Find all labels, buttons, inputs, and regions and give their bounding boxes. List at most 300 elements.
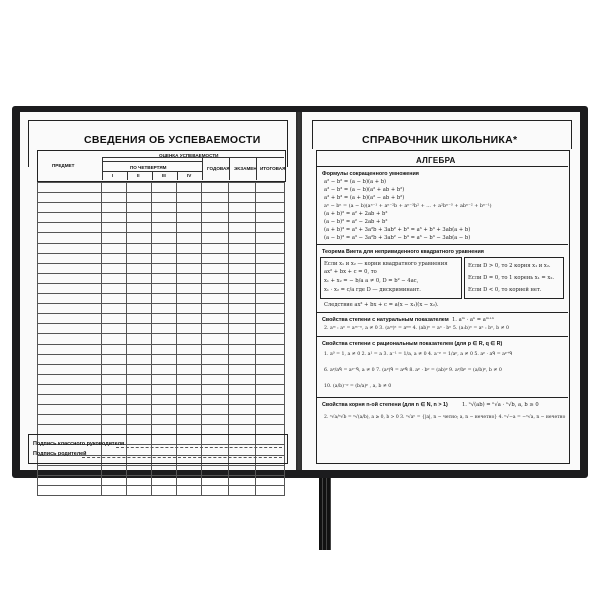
grade-cell[interactable] (151, 213, 176, 223)
grade-cell[interactable] (151, 294, 176, 304)
grade-cell[interactable] (38, 253, 102, 263)
formula-line: 2. aᵐ : aⁿ = aᵐ⁻ⁿ, a ≠ 0 3. (aᵐ)ⁿ = aᵐⁿ 4. (ab)ⁿ = aⁿ · bⁿ 5. (a:b)ⁿ = aⁿ : bⁿ, b ≠ 0 (324, 326, 510, 331)
grade-cell[interactable] (126, 304, 151, 314)
grade-cell[interactable] (228, 283, 255, 293)
grade-cell[interactable] (101, 354, 126, 364)
grade-cell[interactable] (101, 294, 126, 304)
grade-cell[interactable] (151, 475, 176, 485)
grade-cell[interactable] (38, 203, 102, 213)
grade-cell[interactable] (101, 213, 126, 223)
table-row[interactable] (38, 183, 285, 193)
grade-cell[interactable] (228, 374, 255, 384)
grade-cell[interactable] (151, 273, 176, 283)
grade-cell[interactable] (228, 273, 255, 283)
grade-cell[interactable] (228, 193, 255, 203)
grade-cell[interactable] (176, 223, 201, 233)
right-page-reference (302, 112, 580, 470)
grade-cell[interactable] (255, 253, 284, 263)
discriminant-line: Если D = 0, то 1 корень x₁ = x₂. (468, 275, 555, 281)
grade-cell[interactable] (126, 384, 151, 394)
grade-cell[interactable] (255, 294, 284, 304)
grade-cell[interactable] (101, 334, 126, 344)
grade-cell[interactable] (126, 243, 151, 253)
grade-cell[interactable] (126, 314, 151, 324)
grade-cell[interactable] (151, 233, 176, 243)
grade-cell[interactable] (176, 324, 201, 334)
formula-line: (a − b)² = a² − 2ab + b² (324, 219, 388, 225)
grade-cell[interactable] (126, 233, 151, 243)
vieta-line: Если x₁ и x₂ — корни квадратного уравнения (324, 261, 448, 267)
grade-cell[interactable] (255, 405, 284, 415)
grade-cell[interactable] (38, 273, 102, 283)
algebra-heading: АЛГЕБРА (416, 156, 456, 165)
grade-cell[interactable] (151, 465, 176, 475)
grade-cell[interactable] (201, 354, 228, 364)
grade-cell[interactable] (228, 364, 255, 374)
grade-cell[interactable] (228, 334, 255, 344)
grade-cell[interactable] (38, 485, 102, 495)
grade-cell[interactable] (126, 253, 151, 263)
grade-cell[interactable] (151, 263, 176, 273)
signature-frame (28, 434, 288, 464)
grade-cell[interactable] (201, 394, 228, 404)
grade-cell[interactable] (38, 344, 102, 354)
grade-cell[interactable] (201, 273, 228, 283)
header-divider (102, 157, 103, 180)
grade-cell[interactable] (126, 213, 151, 223)
grade-cell[interactable] (38, 233, 102, 243)
grade-cell[interactable] (38, 223, 102, 233)
grade-cell[interactable] (255, 273, 284, 283)
formula-line: 1. a⁰ = 1, a ≠ 0 2. a¹ = a 3. a⁻¹ = 1/a, a ≠ 0 4. a⁻ᵖ = 1/aᵖ, a ≠ 0 5. aᵖ · aᑫ = aᵖ⁺ᑫ (324, 352, 513, 357)
table-row[interactable] (38, 394, 285, 404)
grade-cell[interactable] (38, 374, 102, 384)
table-row[interactable] (38, 283, 285, 293)
grade-cell[interactable] (101, 465, 126, 475)
grade-cell[interactable] (101, 485, 126, 495)
grade-cell[interactable] (101, 324, 126, 334)
signature-teacher-label: Подпись классного руководителя (33, 441, 125, 447)
table-row[interactable] (38, 465, 285, 475)
grade-cell[interactable] (101, 203, 126, 213)
grade-cell[interactable] (176, 213, 201, 223)
grade-cell[interactable] (151, 223, 176, 233)
grade-cell[interactable] (228, 203, 255, 213)
grade-cell[interactable] (101, 183, 126, 193)
grade-cell[interactable] (38, 354, 102, 364)
grade-cell[interactable] (228, 324, 255, 334)
grade-cell[interactable] (228, 304, 255, 314)
grade-cell[interactable] (255, 193, 284, 203)
header-q4: IV (187, 173, 192, 178)
table-row[interactable] (38, 314, 285, 324)
table-row[interactable] (38, 304, 285, 314)
grade-cell[interactable] (255, 485, 284, 495)
signature-teacher-line[interactable] (116, 447, 282, 448)
table-row[interactable] (38, 374, 285, 384)
grade-cell[interactable] (38, 415, 102, 425)
grade-cell[interactable] (201, 475, 228, 485)
header-divider (202, 157, 203, 180)
grade-cell[interactable] (151, 394, 176, 404)
vieta-corollary: Следствие ax² + bx + c = a(x − x₁)(x − x₂). (324, 302, 439, 308)
grade-cell[interactable] (126, 283, 151, 293)
grade-cell[interactable] (126, 203, 151, 213)
grade-cell[interactable] (201, 465, 228, 475)
header-q3: III (162, 173, 166, 178)
table-row[interactable] (38, 223, 285, 233)
grade-cell[interactable] (101, 253, 126, 263)
grade-cell[interactable] (255, 334, 284, 344)
grade-cell[interactable] (126, 223, 151, 233)
header-divider (177, 171, 178, 180)
grade-cell[interactable] (201, 263, 228, 273)
signature-parents-line[interactable] (82, 457, 282, 458)
discriminant-line: Если D < 0, то корней нет. (468, 287, 542, 293)
grade-cell[interactable] (151, 485, 176, 495)
grade-cell[interactable] (38, 465, 102, 475)
table-row[interactable] (38, 213, 285, 223)
header-quarters: ПО ЧЕТВЕРТЯМ (130, 165, 167, 170)
grade-cell[interactable] (176, 485, 201, 495)
grade-cell[interactable] (38, 364, 102, 374)
grade-cell[interactable] (151, 304, 176, 314)
grade-cell[interactable] (201, 223, 228, 233)
grade-cell[interactable] (176, 294, 201, 304)
grade-cell[interactable] (176, 354, 201, 364)
grade-cell[interactable] (126, 294, 151, 304)
table-row[interactable] (38, 294, 285, 304)
grade-cell[interactable] (151, 193, 176, 203)
table-row[interactable] (38, 324, 285, 334)
header-divider (152, 171, 153, 180)
section-rule (316, 397, 568, 398)
table-row[interactable] (38, 384, 285, 394)
grade-cell[interactable] (201, 203, 228, 213)
grade-cell[interactable] (126, 485, 151, 495)
table-row[interactable] (38, 405, 285, 415)
grade-cell[interactable] (228, 485, 255, 495)
grade-cell[interactable] (228, 223, 255, 233)
grade-cell[interactable] (101, 384, 126, 394)
grade-cell[interactable] (176, 465, 201, 475)
grade-cell[interactable] (255, 233, 284, 243)
discriminant-line: Если D > 0, то 2 корня x₁ и x₂. (468, 263, 551, 269)
section-rule (316, 244, 568, 245)
grade-cell[interactable] (228, 354, 255, 364)
grade-cell[interactable] (201, 283, 228, 293)
grade-cell[interactable] (201, 374, 228, 384)
section-title: Свойства корня n-ой степени (для n ∈ N, n > 1) (322, 402, 448, 408)
grade-cell[interactable] (126, 324, 151, 334)
section-title: Теорема Виета для непривиденного квадратного уравнения (322, 249, 484, 255)
table-row[interactable] (38, 203, 285, 213)
table-row[interactable] (38, 273, 285, 283)
grade-cell[interactable] (101, 263, 126, 273)
grade-cell[interactable] (126, 394, 151, 404)
grade-cell[interactable] (201, 304, 228, 314)
header-divider (229, 157, 230, 180)
grade-cell[interactable] (151, 374, 176, 384)
table-row[interactable] (38, 243, 285, 253)
grade-cell[interactable] (228, 183, 255, 193)
grade-cell[interactable] (228, 253, 255, 263)
grade-cell[interactable] (126, 344, 151, 354)
grade-cell[interactable] (38, 405, 102, 415)
grade-cell[interactable] (201, 233, 228, 243)
formula-line: a² − b² = (a − b)(a + b) (324, 179, 387, 185)
formula-line: 10. (a/b)⁻ᵖ = (b/a)ᵖ , a, b ≠ 0 (324, 384, 392, 389)
grade-cell[interactable] (228, 263, 255, 273)
heading-rule (316, 166, 568, 167)
grade-cell[interactable] (151, 283, 176, 293)
grade-cell[interactable] (101, 344, 126, 354)
formula-line: 6. aᵖ/aᑫ = aᵖ⁻ᑫ, a ≠ 0 7. (aᵖ)ᑫ = aᵖᑫ 8. aᵖ · bᵖ = (ab)ᵖ 9. aᵖ/bᵖ = (a/b)ᵖ, b ≠ 0 (324, 368, 502, 373)
table-row[interactable] (38, 415, 285, 425)
grade-cell[interactable] (38, 283, 102, 293)
section-title: Формулы сокращенного умножения (322, 171, 419, 177)
grade-cell[interactable] (176, 344, 201, 354)
header-subject: ПРЕДМЕТ (52, 163, 75, 168)
grade-cell[interactable] (176, 193, 201, 203)
grade-cell[interactable] (228, 344, 255, 354)
left-page-title: СВЕДЕНИЯ ОБ УСПЕВАЕМОСТИ (84, 134, 261, 146)
grade-cell[interactable] (101, 405, 126, 415)
grade-cell[interactable] (38, 213, 102, 223)
grade-cell[interactable] (151, 334, 176, 344)
grade-cell[interactable] (176, 415, 201, 425)
grade-cell[interactable] (126, 475, 151, 485)
header-annual: ГОДОВАЯ (207, 166, 230, 171)
header-divider (127, 171, 128, 180)
header-q1: I (112, 173, 114, 178)
grade-cell[interactable] (38, 314, 102, 324)
grade-cell[interactable] (176, 334, 201, 344)
grade-cell[interactable] (176, 314, 201, 324)
grade-cell[interactable] (176, 475, 201, 485)
grade-cell[interactable] (151, 384, 176, 394)
table-row[interactable] (38, 193, 285, 203)
grade-cell[interactable] (255, 314, 284, 324)
table-row[interactable] (38, 485, 285, 495)
grade-cell[interactable] (255, 223, 284, 233)
table-row[interactable] (38, 344, 285, 354)
grade-cell[interactable] (228, 475, 255, 485)
grade-cell[interactable] (38, 394, 102, 404)
grade-cell[interactable] (126, 465, 151, 475)
grade-cell[interactable] (38, 334, 102, 344)
grade-cell[interactable] (255, 304, 284, 314)
grade-cell[interactable] (38, 263, 102, 273)
grade-cell[interactable] (228, 294, 255, 304)
grade-cell[interactable] (101, 415, 126, 425)
grade-cell[interactable] (151, 364, 176, 374)
grade-cell[interactable] (38, 294, 102, 304)
header-q2: II (137, 173, 140, 178)
header-divider (102, 161, 202, 162)
grade-cell[interactable] (101, 364, 126, 374)
grade-cell[interactable] (255, 415, 284, 425)
grade-cell[interactable] (201, 213, 228, 223)
grade-cell[interactable] (228, 243, 255, 253)
grade-cell[interactable] (101, 233, 126, 243)
grade-cell[interactable] (255, 263, 284, 273)
grade-cell[interactable] (38, 304, 102, 314)
grade-cell[interactable] (201, 485, 228, 495)
header-exam: ЭКЗАМЕН (234, 166, 257, 171)
grade-cell[interactable] (255, 344, 284, 354)
grade-cell[interactable] (201, 253, 228, 263)
grade-cell[interactable] (201, 324, 228, 334)
bookmark-ribbon[interactable] (319, 478, 331, 550)
grade-cell[interactable] (151, 354, 176, 364)
grade-cell[interactable] (176, 203, 201, 213)
grade-cell[interactable] (201, 294, 228, 304)
grade-cell[interactable] (201, 415, 228, 425)
grade-cell[interactable] (126, 415, 151, 425)
grade-cell[interactable] (151, 243, 176, 253)
grade-cell[interactable] (101, 394, 126, 404)
grade-cell[interactable] (255, 354, 284, 364)
table-row[interactable] (38, 253, 285, 263)
grade-cell[interactable] (101, 314, 126, 324)
grade-cell[interactable] (176, 273, 201, 283)
grade-cell[interactable] (255, 364, 284, 374)
right-page-title: СПРАВОЧНИК ШКОЛЬНИКА* (362, 134, 518, 146)
grade-cell[interactable] (101, 304, 126, 314)
grade-cell[interactable] (255, 283, 284, 293)
grade-cell[interactable] (201, 384, 228, 394)
grade-cell[interactable] (176, 364, 201, 374)
grade-cell[interactable] (126, 354, 151, 364)
formula-line: 2. ⁿ√a/ⁿ√b = ⁿ√(a/b), a ≥ 0, b > 0 3. ⁿ√aⁿ = {|a|, n − четно; a, n − нечетно} 4. ⁿ√−a = −ⁿ√a, n − нечетно (324, 415, 566, 420)
grade-cell[interactable] (255, 394, 284, 404)
grade-cell[interactable] (101, 475, 126, 485)
grade-cell[interactable] (126, 183, 151, 193)
grade-cell[interactable] (151, 405, 176, 415)
grade-cell[interactable] (38, 193, 102, 203)
grade-cell[interactable] (228, 415, 255, 425)
grade-cell[interactable] (255, 374, 284, 384)
signature-parents-label: Подпись родителей (33, 451, 87, 457)
grade-cell[interactable] (255, 203, 284, 213)
grade-cell[interactable] (201, 243, 228, 253)
grade-cell[interactable] (38, 183, 102, 193)
grade-cell[interactable] (38, 475, 102, 485)
grade-cell[interactable] (101, 283, 126, 293)
formula-line: 1. ⁿ√(ab) = ⁿ√a · ⁿ√b, a, b ≥ 0 (462, 402, 539, 408)
grade-cell[interactable] (176, 183, 201, 193)
grade-cell[interactable] (255, 465, 284, 475)
grade-cell[interactable] (126, 273, 151, 283)
grade-cell[interactable] (176, 304, 201, 314)
grade-cell[interactable] (38, 324, 102, 334)
vieta-line: x₁ + x₂ = − b/a a ≠ 0, D = b² − 4ac, (324, 278, 419, 284)
grade-cell[interactable] (176, 243, 201, 253)
grade-cell[interactable] (176, 233, 201, 243)
grade-cell[interactable] (126, 374, 151, 384)
grade-cell[interactable] (201, 344, 228, 354)
formula-line: 1. aᵐ · aⁿ = aᵐ⁺ⁿ (452, 317, 495, 323)
grade-cell[interactable] (201, 405, 228, 415)
grade-cell[interactable] (255, 475, 284, 485)
grade-cell[interactable] (228, 394, 255, 404)
grade-cell[interactable] (228, 213, 255, 223)
grade-cell[interactable] (201, 364, 228, 374)
grade-cell[interactable] (151, 415, 176, 425)
grade-cell[interactable] (126, 193, 151, 203)
header-final: ИТОГОВАЯ (260, 166, 286, 171)
formula-line: a³ + b³ = (a + b)(a² − ab + b²) (324, 195, 405, 201)
grade-cell[interactable] (126, 364, 151, 374)
grade-cell[interactable] (126, 334, 151, 344)
left-page-grade-sheet (20, 112, 296, 470)
grade-cell[interactable] (255, 384, 284, 394)
section-title: Свойства степени с натуральным показателем (322, 317, 449, 323)
header-grades: ОЦЕНКА УСПЕВАЕМОСТИ (159, 153, 219, 158)
grade-cell[interactable] (176, 253, 201, 263)
grade-cell[interactable] (101, 193, 126, 203)
grade-cell[interactable] (38, 243, 102, 253)
header-divider (256, 157, 257, 180)
grade-cell[interactable] (255, 183, 284, 193)
grade-cell[interactable] (151, 253, 176, 263)
grade-cell[interactable] (176, 263, 201, 273)
table-row[interactable] (38, 364, 285, 374)
grade-cell[interactable] (255, 243, 284, 253)
grade-cell[interactable] (201, 334, 228, 344)
grade-cell[interactable] (101, 273, 126, 283)
grade-cell[interactable] (38, 384, 102, 394)
formula-line: (a − b)³ = a³ − 3a²b + 3ab² − b³ = a³ − b³ − 3ab(a − b) (324, 235, 471, 241)
grade-cell[interactable] (151, 203, 176, 213)
grade-cell[interactable] (228, 465, 255, 475)
section-title: Свойства степени с рациональным показателем (для p ∈ R, q ∈ R) (322, 341, 503, 347)
grade-cell[interactable] (228, 314, 255, 324)
grade-cell[interactable] (151, 183, 176, 193)
formula-line: aⁿ − bⁿ = (a − b)(aⁿ⁻¹ + aⁿ⁻²b + aⁿ⁻³b² + ... + a²bⁿ⁻³ + abⁿ⁻² + bⁿ⁻¹) (324, 203, 492, 209)
grade-cell[interactable] (228, 384, 255, 394)
grade-cell[interactable] (228, 405, 255, 415)
grade-cell[interactable] (126, 405, 151, 415)
table-row[interactable] (38, 263, 285, 273)
grade-cell[interactable] (201, 193, 228, 203)
grade-cell[interactable] (126, 263, 151, 273)
grade-cell[interactable] (151, 324, 176, 334)
grade-cell[interactable] (151, 344, 176, 354)
grade-cell[interactable] (255, 324, 284, 334)
grade-cell[interactable] (176, 283, 201, 293)
grade-cell[interactable] (151, 314, 176, 324)
grade-cell[interactable] (176, 374, 201, 384)
table-row[interactable] (38, 354, 285, 364)
table-row[interactable] (38, 475, 285, 485)
grade-cell[interactable] (201, 314, 228, 324)
grade-cell[interactable] (101, 374, 126, 384)
grade-cell[interactable] (101, 223, 126, 233)
grade-cell[interactable] (176, 394, 201, 404)
table-row[interactable] (38, 233, 285, 243)
table-row[interactable] (38, 334, 285, 344)
grade-cell[interactable] (101, 243, 126, 253)
section-rule (316, 336, 568, 337)
grade-cell[interactable] (255, 213, 284, 223)
grade-cell[interactable] (176, 384, 201, 394)
grade-cell[interactable] (228, 233, 255, 243)
formula-line: a³ − b³ = (a − b)(a² + ab + b²) (324, 187, 405, 193)
grade-cell[interactable] (176, 405, 201, 415)
grade-cell[interactable] (201, 183, 228, 193)
